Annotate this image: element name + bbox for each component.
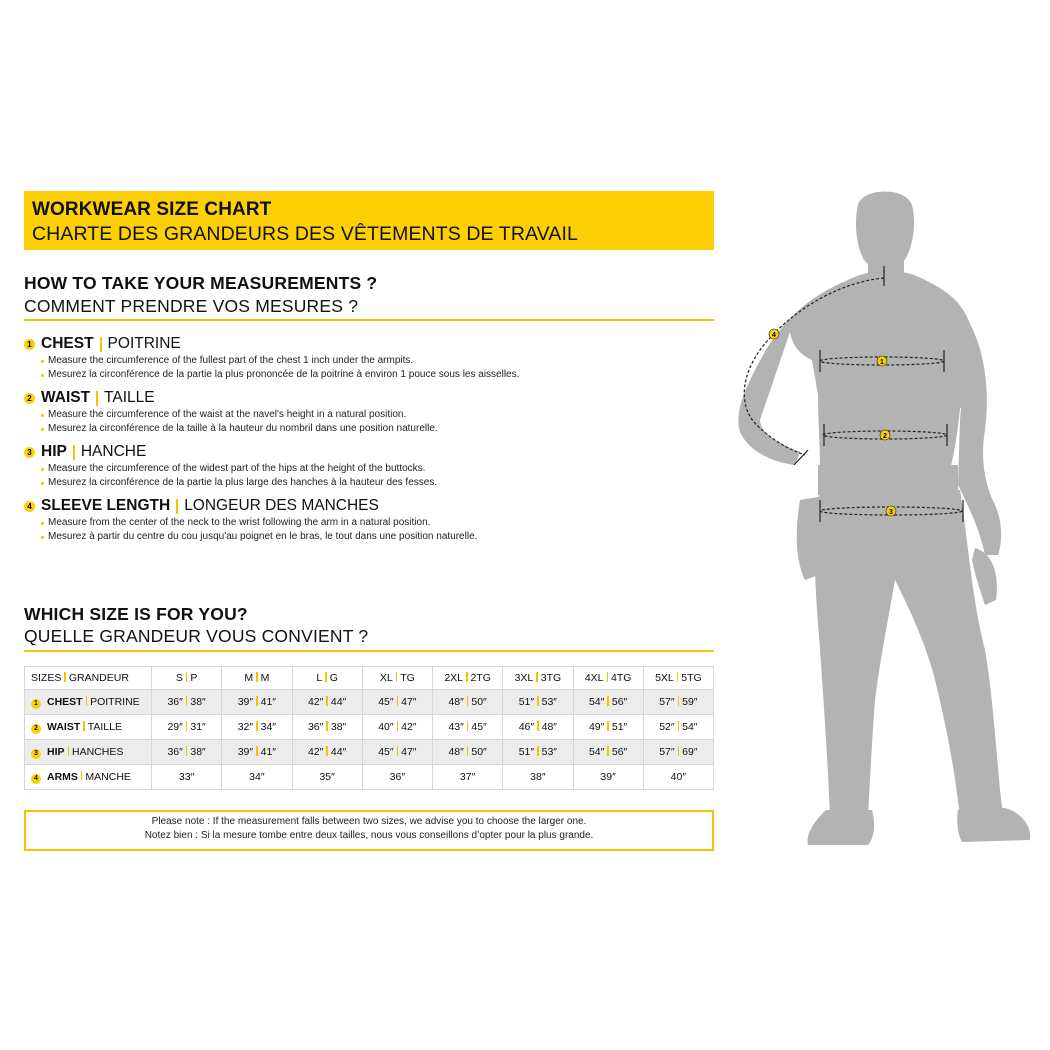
size-header-cell: 5XL 5TG (643, 667, 713, 690)
table-cell: 42″ 44″ (292, 740, 362, 765)
measure-name-en: WAIST (41, 389, 91, 406)
title-fr: CHARTE DES GRANDEURS DES VÊTEMENTS DE TRAVAIL (32, 223, 578, 245)
size-header-cell: XL TG (362, 667, 432, 690)
marker-2-icon: 2 (31, 724, 41, 734)
size-header-cell: 2XL 2TG (433, 667, 503, 690)
table-cell: 57″ 69″ (643, 740, 713, 765)
marker-1-icon: 1 (31, 699, 41, 709)
table-cell: 49″ 51″ (573, 715, 643, 740)
divider (96, 391, 98, 406)
size-header-cell: 3XL 3TG (503, 667, 573, 690)
which-title-en: WHICH SIZE IS FOR YOU? (24, 604, 248, 624)
table-row-chest (25, 690, 714, 715)
measure-name-fr: LONGEUR DES MANCHES (184, 497, 379, 514)
measure-desc-fr: Mesurez la circonférence de la partie la plus large des hanches à la hauteur des fesses. (48, 477, 438, 488)
table-cell: 39″ (573, 765, 643, 790)
howto-title-en: HOW TO TAKE YOUR MEASUREMENTS ? (24, 273, 378, 293)
table-cell: 36″ 38″ (152, 740, 222, 765)
marker-2-icon: 2 (24, 393, 35, 404)
measure-item-chest (24, 334, 714, 382)
marker-3-icon: 3 (24, 447, 35, 458)
divider (100, 337, 102, 352)
measure-desc-fr: Mesurez la circonférence de la taille à la hauteur du nombril dans une position naturelle. (48, 423, 438, 434)
measure-item-sleeve (24, 496, 714, 544)
table-cell: 57″ 59″ (643, 690, 713, 715)
table-cell: 40″ (643, 765, 713, 790)
table-cell: 34″ (222, 765, 292, 790)
measurement-figure (720, 180, 1050, 860)
table-cell: 35″ (292, 765, 362, 790)
marker-3-icon: 3 (31, 749, 41, 759)
marker-4-icon (769, 329, 779, 339)
measure-name-fr: HANCHE (80, 443, 147, 460)
measure-desc-en: Measure from the center of the neck to the wrist following the arm in a natural position. (48, 517, 431, 528)
measure-desc-en: Measure the circumference of the fullest part of the chest 1 inch under the armpits. (48, 355, 414, 366)
svg-text:2: 2 (883, 433, 887, 440)
row-label: 3 HIP HANCHES (25, 740, 152, 765)
table-cell: 33″ (152, 765, 222, 790)
svg-text:1: 1 (880, 359, 884, 366)
body-silhouette-icon (738, 191, 1030, 845)
table-cell: 29″ 31″ (152, 715, 222, 740)
size-header-cell: 4XL 4TG (573, 667, 643, 690)
note-fr: Notez bien : Si la mesure tombe entre deux tailles, nous vous conseillons d’opter pour la plus grande. (144, 830, 594, 841)
table-cell: 54″ 56″ (573, 740, 643, 765)
table-cell: 42″ 44″ (292, 690, 362, 715)
svg-text:4: 4 (772, 332, 776, 339)
measure-name-fr: POITRINE (107, 335, 181, 352)
table-header-cell: SIZES GRANDEUR (25, 667, 152, 690)
table-cell: 45″ 47″ (362, 740, 432, 765)
measure-desc-en: Measure the circumference of the widest part of the hips at the height of the buttocks. (48, 463, 426, 474)
row-label: 1 CHEST POITRINE (25, 690, 152, 715)
table-cell: 39″ 41″ (222, 740, 292, 765)
size-header-cell: S P (152, 667, 222, 690)
table-row-waist (25, 715, 714, 740)
howto-divider (24, 319, 714, 321)
table-row-arms (25, 765, 714, 790)
table-cell: 36″ (362, 765, 432, 790)
marker-1-icon (877, 356, 887, 366)
measure-item-hip (24, 442, 714, 490)
table-header-row (25, 667, 714, 690)
note-box (24, 810, 714, 851)
table-cell: 36″ 38″ (152, 690, 222, 715)
table-cell: 51″ 53″ (503, 690, 573, 715)
row-label: 2 WAIST TAILLE (25, 715, 152, 740)
size-header-cell: M M (222, 667, 292, 690)
title-en: WORKWEAR SIZE CHART (32, 199, 272, 220)
marker-4-icon: 4 (24, 501, 35, 512)
which-title-fr: QUELLE GRANDEUR VOUS CONVIENT ? (24, 626, 369, 646)
table-cell: 46″ 48″ (503, 715, 573, 740)
divider (176, 499, 178, 514)
marker-3-icon (886, 506, 896, 516)
row-label: 4 ARMS MANCHE (25, 765, 152, 790)
table-cell: 32″ 34″ (222, 715, 292, 740)
measure-desc-fr: Mesurez la circonférence de la partie la plus prononcée de la poitrine à environ 1 pouce sous les aisselles. (48, 369, 520, 380)
table-cell: 38″ (503, 765, 573, 790)
measure-name-fr: TAILLE (104, 389, 155, 406)
measure-name-en: SLEEVE LENGTH (41, 497, 171, 514)
table-cell: 48″ 50″ (433, 740, 503, 765)
marker-2-icon (880, 430, 890, 440)
table-row-hip (25, 740, 714, 765)
table-cell: 37″ (433, 765, 503, 790)
table-cell: 51″ 53″ (503, 740, 573, 765)
measure-desc-fr: Mesurez à partir du centre du cou jusqu'au poignet en le bras, le tout dans une position naturelle. (48, 531, 478, 542)
which-divider (24, 650, 714, 652)
measure-item-waist (24, 388, 714, 436)
marker-1-icon: 1 (24, 339, 35, 350)
table-cell: 48″ 50″ (433, 690, 503, 715)
table-cell: 40″ 42″ (362, 715, 432, 740)
table-cell: 45″ 47″ (362, 690, 432, 715)
divider (73, 445, 75, 460)
measure-desc-en: Measure the circumference of the waist at the navel's height in a natural position. (48, 409, 407, 420)
size-header-cell: L G (292, 667, 362, 690)
table-cell: 52″ 54″ (643, 715, 713, 740)
table-cell: 36″ 38″ (292, 715, 362, 740)
size-table (24, 666, 714, 790)
table-cell: 54″ 56″ (573, 690, 643, 715)
howto-title-fr: COMMENT PRENDRE VOS MESURES ? (24, 296, 359, 316)
marker-4-icon: 4 (31, 774, 41, 784)
svg-text:3: 3 (889, 509, 893, 516)
title-banner (24, 191, 714, 250)
table-cell: 43″ 45″ (433, 715, 503, 740)
measure-name-en: CHEST (41, 335, 94, 352)
measure-name-en: HIP (41, 443, 67, 460)
note-en: Please note : If the measurement falls between two sizes, we advise you to choose the larger one. (151, 816, 587, 827)
table-cell: 39″ 41″ (222, 690, 292, 715)
